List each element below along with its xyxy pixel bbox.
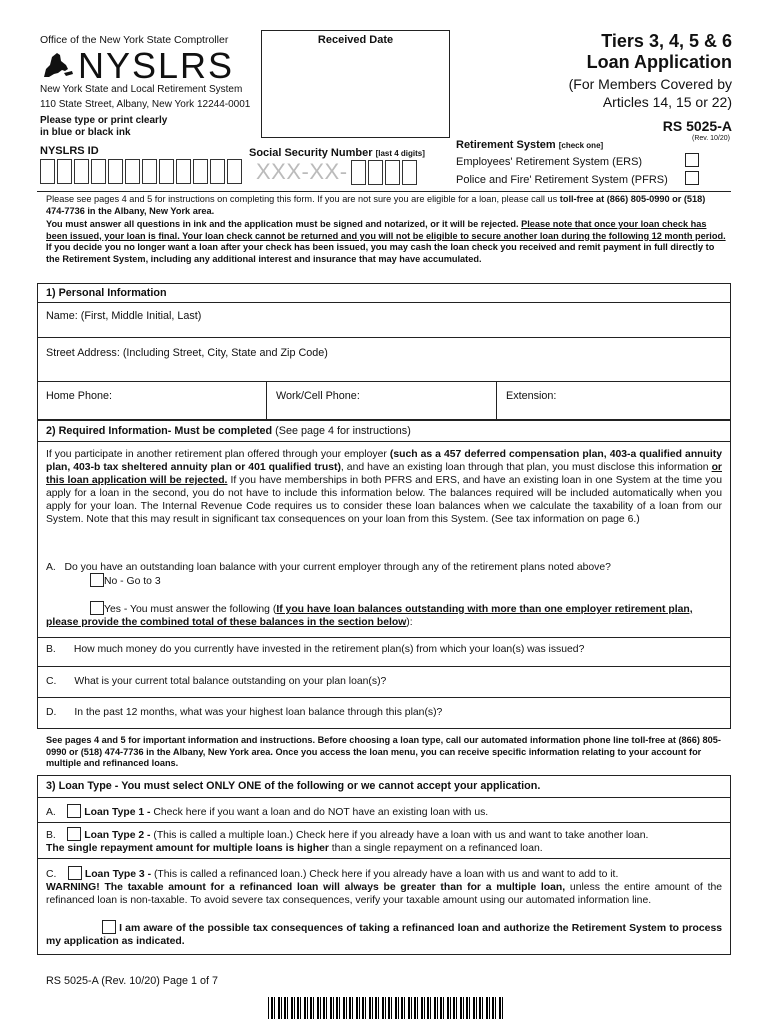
form-title-2: Loan Application — [586, 52, 732, 72]
pfrs-checkbox[interactable] — [685, 171, 699, 185]
tax-awareness-option: I am aware of the possible tax consequences of taking a refinanced loan and authorize the Retirement System to process my application as indicated. — [46, 920, 722, 948]
question-b-field[interactable]: B. How much money do you currently have invested in the retirement plan(s) from which your loan(s) was issued? — [46, 644, 585, 655]
tax-awareness-checkbox[interactable] — [102, 920, 116, 934]
work-phone-field[interactable] — [267, 381, 497, 420]
comptroller-text: Office of the New York State Comptroller — [40, 34, 229, 46]
received-date-box — [261, 30, 450, 138]
new-york-state-icon — [40, 51, 74, 81]
question-a: A. Do you have an outstanding loan balance with your current employer through any of the retirement plans noted above? — [46, 562, 611, 573]
extension-field[interactable] — [497, 381, 731, 420]
nyslrs-id-label: NYSLRS ID — [40, 145, 99, 157]
loan-type-1-checkbox[interactable] — [67, 804, 81, 818]
work-phone-label: Work/Cell Phone: — [276, 390, 360, 402]
form-title-1: Tiers 3, 4, 5 & 6 — [601, 31, 732, 51]
yes-checkbox[interactable] — [90, 601, 104, 615]
system-name: New York State and Local Retirement System — [40, 84, 243, 95]
name-label: Name: (First, Middle Initial, Last) — [46, 310, 202, 322]
ssn-mask: XXX-XX- — [256, 159, 348, 184]
home-phone-label: Home Phone: — [46, 390, 113, 402]
pfrs-label: Police and Fire' Retirement System (PFRS) — [456, 174, 668, 186]
loan-type-2-option: B. Loan Type 2 - (This is called a multiple loan.) Check here if you already have a loan with us and want to take another loan. The single repayment amount for multiple loans is higher than a single repayment on a refinanced loan. — [46, 827, 726, 855]
no-checkbox[interactable] — [90, 573, 104, 587]
address-field[interactable] — [37, 337, 731, 381]
intro-paragraph-2: You must answer all questions in ink and the application must be signed and notarized, or it will be rejected. Please note that once your loan check has been issued, your loan is final. Your loan check cannot be returned and you will not be eligible to secure another loan during the following 12 month period. If you decide you no longer want a loan after your check has been issued, you may cash the loan check you received and remit payment in full directly to the Retirement System, including any additional interest and insurance that may have accumulated. — [46, 219, 726, 264]
retirement-system-label: Retirement System [check one] — [456, 139, 604, 151]
page-footer: RS 5025-A (Rev. 10/20) Page 1 of 7 — [46, 975, 219, 987]
ers-checkbox[interactable] — [685, 153, 699, 167]
logo-text: NYSLRS — [78, 45, 235, 86]
yes-option: Yes - You must answer the following (If you have loan balances outstanding with more than one employer retirement plan, please provide the combined total of these balances in the section below): — [46, 601, 726, 629]
nyslrs-id-field[interactable] — [40, 159, 244, 184]
section-2-paragraph: If you participate in another retirement plan offered through your employer (such as a 457 deferred compensation plan, 403-a qualified annuity plan, 403-b tax sheltered annuity plan or 401 qualified trust), and have an existing loan through that plan, you must disclose this information or this loan application will be rejected. If you have memberships in both PFRS and ERS, and have an existing loan in one System at the time you apply for a loan in the second, you do not have to include this information below. The balances required will be included automatically when you apply for your loan. The Internal Revenue Code requires us to consider these loan balances when we calculate the taxability of a loan from our System. Note that this may result in significant tax consequences on your loan from this System. (See tax information on page 6.) — [46, 449, 722, 525]
ssn-label: Social Security Number [last 4 digits] — [249, 147, 425, 159]
no-option: No - Go to 3 — [90, 573, 161, 588]
ers-label: Employees' Retirement System (ERS) — [456, 156, 643, 168]
loan-type-3-checkbox[interactable] — [68, 866, 82, 880]
question-d-field[interactable]: D. In the past 12 months, what was your highest loan balance through this plan(s)? — [46, 707, 443, 718]
section-2-title: 2) Required Information- Must be completed (See page 4 for instructions) — [46, 425, 411, 437]
loan-type-1-option: A. Loan Type 1 - Check here if you want a loan and do NOT have an existing loan with us. — [46, 804, 726, 819]
loan-type-note: See pages 4 and 5 for important information and instructions. Before choosing a loan type, call our automated information phone line toll-free at (866) 805-0990 or (518) 474-7736 in the Albany, New York area. Once you access the loan menu, you can receive specific information relating to your account for multiple and refinanced loans. — [46, 735, 721, 769]
home-phone-field[interactable] — [37, 381, 267, 420]
form-number: RS 5025-A — [662, 118, 732, 134]
system-address: 110 State Street, Albany, New York 12244-0001 — [40, 99, 251, 110]
loan-type-3-option: C. Loan Type 3 - (This is called a refinanced loan.) Check here if you already have a loan with us and want to add to it. WARNING! The taxable amount for a refinanced loan will always be greater than for a multiple loan, unless the entire amount of the refinanced loan is non-taxable. To avoid severe tax consequences, verify your taxable amount using our automated information line. — [46, 866, 722, 907]
print-note-1: Please type or print clearly — [40, 115, 168, 126]
barcode — [268, 997, 504, 1019]
print-note-2: in blue or black ink — [40, 127, 131, 138]
intro-paragraph-1: Please see pages 4 and 5 for instructions on completing this form. If you are not sure you are eligible for a loan, please call us toll-free at (866) 805-0990 or (518) 474-7736 in the Albany, New York area. — [46, 194, 706, 216]
extension-label: Extension: — [506, 390, 557, 402]
form-subtitle-1: (For Members Covered by — [568, 76, 732, 92]
form-subtitle-2: Articles 14, 15 or 22) — [602, 94, 732, 110]
header-divider — [37, 191, 731, 192]
loan-type-2-checkbox[interactable] — [67, 827, 81, 841]
section-3-title: 3) Loan Type - You must select ONLY ONE of the following or we cannot accept your application. — [46, 780, 541, 792]
section-1-title: 1) Personal Information — [46, 287, 167, 299]
form-revision: (Rev. 10/20) — [692, 135, 730, 142]
address-label: Street Address: (Including Street, City, State and Zip Code) — [46, 347, 328, 359]
ssn-field[interactable] — [256, 159, 419, 185]
received-date-label: Received Date — [317, 34, 394, 46]
name-field[interactable] — [37, 302, 731, 337]
question-c-field[interactable]: C. What is your current total balance outstanding on your plan loan(s)? — [46, 676, 387, 687]
nyslrs-logo — [40, 45, 235, 86]
